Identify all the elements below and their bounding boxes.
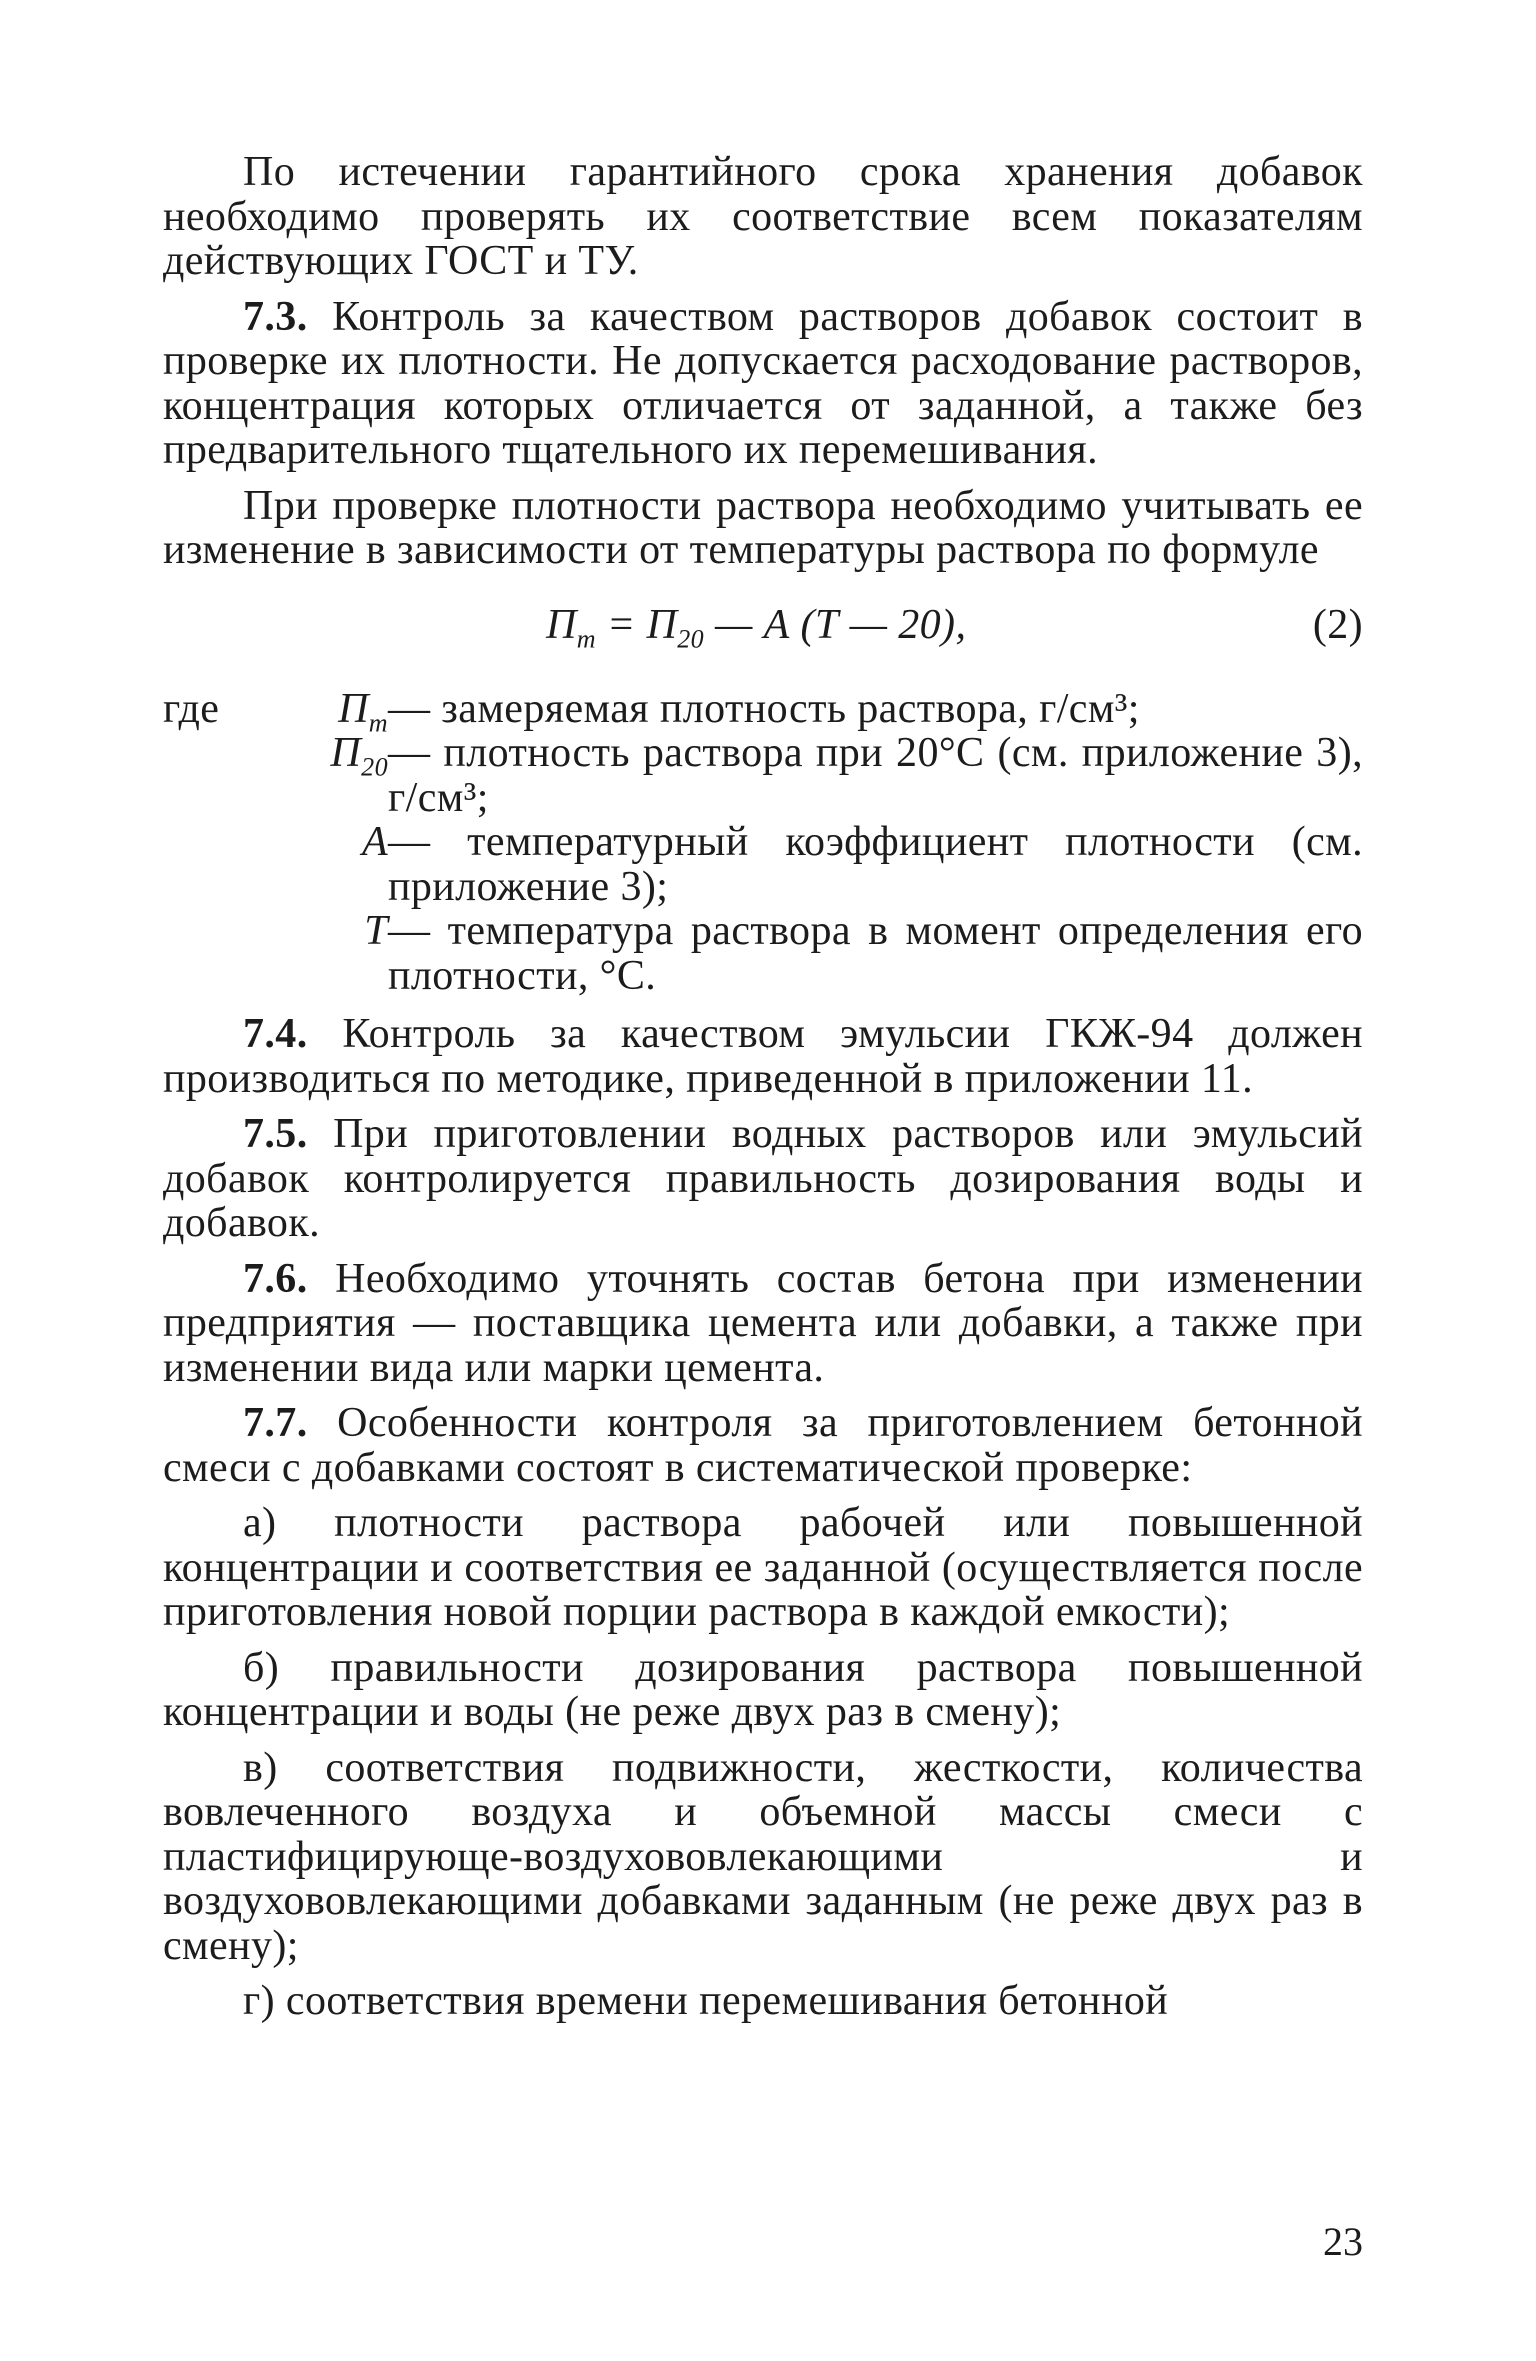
section-number: 7.3. — [243, 293, 308, 340]
page-number: 23 — [1323, 2219, 1363, 2264]
definition-symbol: Т — [364, 908, 388, 954]
definition-row: $П_{20}$ — плотность раствора при 20°С (см. приложение 3), г/см³; — [163, 731, 1363, 820]
section-number: 7.5. — [243, 1111, 308, 1157]
list-item-g: г) соответствия времени перемешивания бетонной — [243, 1978, 1169, 2024]
definition-symbol: $П_т$ — [338, 685, 388, 737]
section-7-5 — [163, 1112, 1363, 1246]
section-text: Контроль за качеством растворов добавок состоит в проверке их плотности. Не допускается расходование растворов, концентрация которых отличается от заданной, а также без предварительного тщательного их перемешивания. — [163, 293, 1363, 473]
formula-2 — [163, 601, 1363, 653]
formula-expression: $П_т = П_{20}$ — А (Т — 20), — [546, 601, 967, 653]
section-number: 7.7. — [243, 1400, 308, 1446]
list-item-a: а) плотности раствора рабочей или повышенной концентрации и соответствия ее заданной (осуществляется после приготовления новой порции раствора в каждой емкости); — [163, 1500, 1363, 1635]
formula-number: (2) — [1312, 601, 1363, 648]
definition-symbol: А — [361, 819, 388, 865]
definition-symbol: $П_{20}$ — [330, 730, 388, 782]
section-text: Контроль за качеством эмульсии ГКЖ-94 должен производиться по методике, приведенной в приложении 11. — [163, 1011, 1363, 1102]
intro-paragraph: По истечении гарантийного срока хранения добавок необходимо проверять их соответствие всем показателям действующих ГОСТ и ТУ. — [163, 149, 1363, 284]
page-body — [163, 150, 1363, 2035]
section-7-3 — [163, 295, 1363, 473]
section-7-4 — [163, 1012, 1363, 1101]
section-7-7 — [163, 1401, 1363, 1490]
section-text: Особенности контроля за приготовлением бетонной смеси с добавками состоят в систематической проверке: — [163, 1400, 1363, 1491]
definition-row: Т — температура раствора в момент определения его плотности, °С. — [163, 909, 1363, 998]
section-number: 7.6. — [243, 1255, 308, 1302]
list-item-b: б) правильности дозирования раствора повышенной концентрации и воды (не реже двух раз в смену); — [163, 1644, 1363, 1735]
section-number: 7.4. — [243, 1011, 308, 1057]
density-check-paragraph: При проверке плотности раствора необходимо учитывать ее изменение в зависимости от температуры раствора по формуле — [163, 482, 1363, 573]
list-item-v: в) соответствия подвижности, жесткости, количества вовлеченного воздуха и объемной массы смеси с пластифицирующе-воздухововлекающими и воздухововлекающими добавками заданным (не реже двух раз в смену); — [163, 1744, 1363, 1969]
section-7-6 — [163, 1257, 1363, 1391]
section-text: При приготовлении водных растворов или эмульсий добавок контролируется правильность дозирования воды и добавок. — [163, 1111, 1364, 1246]
definition-row: где $П_т$ — замеряемая плотность раствора, г/см³; — [163, 685, 1140, 737]
definition-row: А — температурный коэффициент плотности (см. приложение 3); — [163, 820, 1363, 909]
formula-definitions — [163, 687, 1363, 999]
section-text: Необходимо уточнять состав бетона при изменении предприятия — поставщика цемента или добавки, а также при изменении вида или марки цемента. — [163, 1255, 1363, 1391]
